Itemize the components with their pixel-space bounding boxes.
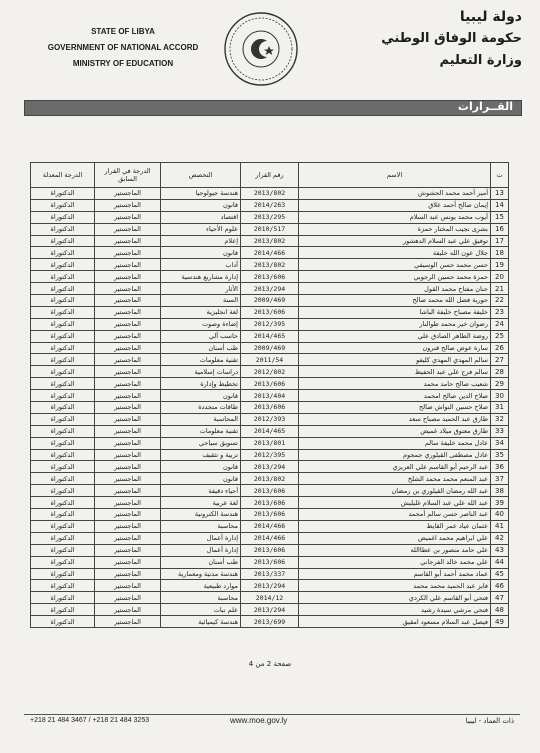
row-specialty: محاسبة [161,520,241,532]
row-decision-no: 2013/606 [241,556,299,568]
row-name: جلال عون الله خليفة [299,247,491,259]
row-specialty: إضاءة وصوت [161,318,241,330]
row-prev-degree: الماجستير [95,199,161,211]
col-header-decision-no: رقم القرار [241,163,299,188]
row-prev-degree: الماجستير [95,402,161,414]
row-decision-no: 2013/606 [241,306,299,318]
row-decision-no: 2014/465 [241,330,299,342]
row-decision-no: 2013/606 [241,378,299,390]
table-row [31,366,509,378]
row-name: عبد الله علي عبد السلام غليليش [299,497,491,509]
table-row [31,532,509,544]
table-row [31,271,509,283]
row-name: فايز عبد الحميد محمد محمد [299,580,491,592]
header-arabic [372,6,522,72]
row-index: 20 [491,271,509,283]
row-prev-degree: الماجستير [95,556,161,568]
row-new-degree: الدكتوراة [31,188,95,200]
row-prev-degree: الماجستير [95,306,161,318]
row-prev-degree: الماجستير [95,318,161,330]
row-decision-no: 2013/404 [241,390,299,402]
row-name: خليفة مصباح خليفة الباشا [299,306,491,318]
header-en-line-1: STATE OF LIBYA [91,27,155,36]
header-english [28,24,218,72]
row-specialty: المحاسبة [161,413,241,425]
row-prev-degree: الماجستير [95,330,161,342]
row-prev-degree: الماجستير [95,520,161,532]
col-header-specialty: التخصص [161,163,241,188]
row-new-degree: الدكتوراة [31,485,95,497]
row-prev-degree: الماجستير [95,616,161,628]
row-index: 22 [491,295,509,307]
row-new-degree: الدكتوراة [31,342,95,354]
footer-website: www.moe.gov.ly [230,716,288,725]
table-body [31,188,509,628]
header-ar-line-1: دولة ليبيا [459,9,522,25]
row-prev-degree: الماجستير [95,342,161,354]
row-prev-degree: الماجستير [95,271,161,283]
row-prev-degree: الماجستير [95,188,161,200]
row-new-degree: الدكتوراة [31,330,95,342]
table-row [31,437,509,449]
row-new-degree: الدكتوراة [31,390,95,402]
row-name: صلاح الدين صالح امحمد [299,390,491,402]
decisions-table [30,162,509,628]
row-new-degree: الدكتوراة [31,604,95,616]
row-new-degree: الدكتوراة [31,580,95,592]
table-row [31,330,509,342]
table-row [31,568,509,580]
row-index: 29 [491,378,509,390]
table-row [31,544,509,556]
table-row [31,354,509,366]
col-header-name: الاسم [299,163,491,188]
row-new-degree: الدكتوراة [31,568,95,580]
row-specialty: موارد طبيعية [161,580,241,592]
row-prev-degree: الماجستير [95,366,161,378]
row-decision-no: 2012/802 [241,366,299,378]
row-name: علي ابراهيم محمد اغميض [299,532,491,544]
row-name: بشرى نجيب المختار حمزة [299,223,491,235]
row-index: 42 [491,532,509,544]
row-decision-no: 2012/393 [241,413,299,425]
row-decision-no: 2012/395 [241,449,299,461]
state-seal-logo [222,10,300,88]
table-row [31,616,509,628]
row-decision-no: 2013/606 [241,485,299,497]
row-specialty: حاسب آلي [161,330,241,342]
row-name: عادل مصطفى القيلوري جمجوم [299,449,491,461]
row-decision-no: 2013/802 [241,235,299,247]
row-prev-degree: الماجستير [95,295,161,307]
row-decision-no: 2014/466 [241,520,299,532]
decisions-banner [24,100,522,116]
table-row [31,461,509,473]
row-new-degree: الدكتوراة [31,520,95,532]
row-decision-no: 2009/469 [241,295,299,307]
page-number: صفحة 2 من 4 [248,660,292,668]
row-new-degree: الدكتوراة [31,283,95,295]
row-index: 46 [491,580,509,592]
row-new-degree: الدكتوراة [31,592,95,604]
row-new-degree: الدكتوراة [31,509,95,521]
row-index: 30 [491,390,509,402]
row-new-degree: الدكتوراة [31,378,95,390]
row-new-degree: الدكتوراة [31,544,95,556]
row-decision-no: 2013/337 [241,568,299,580]
row-prev-degree: الماجستير [95,425,161,437]
row-index: 47 [491,592,509,604]
row-index: 16 [491,223,509,235]
row-specialty: طب أسنان [161,556,241,568]
row-new-degree: الدكتوراة [31,449,95,461]
row-specialty: هندسة مدنية ومعمارية [161,568,241,580]
row-new-degree: الدكتوراة [31,556,95,568]
row-index: 18 [491,247,509,259]
row-name: حنان مفتاح محمد القول [299,283,491,295]
row-name: عبد الناصر حسن سالم أمحمد [299,509,491,521]
table-row [31,425,509,437]
row-name: عبد المنعم محمد محمد الشلخ [299,473,491,485]
header-en-line-2: GOVERNMENT OF NATIONAL ACCORD [47,43,199,52]
row-specialty: لغة انجليزية [161,306,241,318]
row-name: عثمان عياد عمر القايط [299,520,491,532]
row-specialty: إدارة مشاريع هندسية [161,271,241,283]
row-specialty: إدارة أعمال [161,532,241,544]
row-decision-no: 2012/395 [241,318,299,330]
row-decision-no: 2013/802 [241,473,299,485]
row-specialty: أحياء دقيقة [161,485,241,497]
row-index: 13 [491,188,509,200]
row-decision-no: 2013/606 [241,271,299,283]
row-specialty: هندسة كيميائية [161,616,241,628]
table-row [31,556,509,568]
row-index: 39 [491,497,509,509]
row-decision-no: 2013/294 [241,461,299,473]
row-decision-no: 2013/294 [241,604,299,616]
row-prev-degree: الماجستير [95,437,161,449]
row-index: 48 [491,604,509,616]
row-index: 45 [491,568,509,580]
row-new-degree: الدكتوراة [31,402,95,414]
row-name: سالم فرج علي عبد الحفيظ [299,366,491,378]
row-new-degree: الدكتوراة [31,532,95,544]
row-index: 40 [491,509,509,521]
table-row [31,247,509,259]
row-name: شعيب صالح حامد محمد [299,378,491,390]
table-row [31,580,509,592]
row-specialty: قانون [161,390,241,402]
row-index: 27 [491,354,509,366]
table-row [31,199,509,211]
row-name: روضة الطاهر الصادق علي [299,330,491,342]
row-prev-degree: الماجستير [95,568,161,580]
table-row [31,520,509,532]
row-name: توفيق علي عبد السلام الدهشور [299,235,491,247]
row-prev-degree: الماجستير [95,473,161,485]
row-decision-no: 2013/294 [241,283,299,295]
row-specialty: السنة [161,295,241,307]
row-decision-no: 2013/294 [241,580,299,592]
row-new-degree: الدكتوراة [31,616,95,628]
table-row [31,342,509,354]
row-specialty: اقتصاد [161,211,241,223]
row-index: 28 [491,366,509,378]
row-index: 14 [491,199,509,211]
row-prev-degree: الماجستير [95,235,161,247]
table-row [31,378,509,390]
row-decision-no: 2013/606 [241,402,299,414]
row-prev-degree: الماجستير [95,390,161,402]
table-row [31,413,509,425]
row-specialty: طاقات متجددة [161,402,241,414]
row-prev-degree: الماجستير [95,223,161,235]
row-new-degree: الدكتوراة [31,318,95,330]
table-row [31,509,509,521]
header-en-line-3: MINISTRY OF EDUCATION [72,59,174,68]
footer-divider [24,714,520,715]
table-row [31,473,509,485]
row-specialty: الآثار [161,283,241,295]
table-row [31,259,509,271]
table-row [31,188,509,200]
row-index: 17 [491,235,509,247]
row-name: فتحي أبو القاسم علي الكردي [299,592,491,604]
row-specialty: دراسات إسلامية [161,366,241,378]
row-index: 31 [491,402,509,414]
row-index: 15 [491,211,509,223]
row-prev-degree: الماجستير [95,544,161,556]
row-name: حورية فضل الله محمد صالح [299,295,491,307]
row-name: إيمان صالح أحمد علاق [299,199,491,211]
row-specialty: تقنية معلومات [161,354,241,366]
row-new-degree: الدكتوراة [31,199,95,211]
row-prev-degree: الماجستير [95,461,161,473]
row-specialty: هندسة جيولوجيا [161,188,241,200]
table-row [31,604,509,616]
row-prev-degree: الماجستير [95,485,161,497]
banner-label: القــرارات [457,100,513,113]
table-row [31,235,509,247]
row-name: عبد الله رمضان القيلوري بن رمضان [299,485,491,497]
table-row [31,449,509,461]
row-name: علي محمد خالد الفرجاني [299,556,491,568]
row-index: 23 [491,306,509,318]
row-prev-degree: الماجستير [95,604,161,616]
row-prev-degree: الماجستير [95,592,161,604]
row-prev-degree: الماجستير [95,247,161,259]
row-prev-degree: الماجستير [95,413,161,425]
row-decision-no: 2013/606 [241,509,299,521]
row-specialty: محاسبة [161,592,241,604]
row-new-degree: الدكتوراة [31,211,95,223]
row-specialty: قانون [161,199,241,211]
table-row [31,295,509,307]
row-new-degree: الدكتوراة [31,235,95,247]
header-ar-line-2: حكومة الوفاق الوطني [381,31,522,46]
row-index: 37 [491,473,509,485]
table-row [31,306,509,318]
row-prev-degree: الماجستير [95,283,161,295]
row-name: أمير أحمد محمد الحشوش [299,188,491,200]
row-new-degree: الدكتوراة [31,473,95,485]
row-specialty: آداب [161,259,241,271]
row-name: عادل محمد خليفة سالم [299,437,491,449]
row-specialty: هندسة الكترونية [161,509,241,521]
row-index: 36 [491,461,509,473]
row-new-degree: الدكتوراة [31,497,95,509]
table-row [31,497,509,509]
row-prev-degree: الماجستير [95,259,161,271]
row-specialty: إعلام [161,235,241,247]
row-specialty: تربية و تثقيف [161,449,241,461]
row-decision-no: 2014/466 [241,247,299,259]
row-index: 19 [491,259,509,271]
row-name: طارق معتوق ميلاد غميض [299,425,491,437]
row-specialty: تقنية معلومات [161,425,241,437]
row-decision-no: 2009/469 [241,342,299,354]
row-prev-degree: الماجستير [95,211,161,223]
row-new-degree: الدكتوراة [31,306,95,318]
row-name: عبد الرحيم أبو القاسم علي العريزي [299,461,491,473]
row-index: 49 [491,616,509,628]
row-decision-no: 2013/802 [241,188,299,200]
table-row [31,223,509,235]
row-name: حسن محمد حسن الوسيفي [299,259,491,271]
row-decision-no: 2011/54 [241,354,299,366]
row-index: 26 [491,342,509,354]
row-prev-degree: الماجستير [95,378,161,390]
row-decision-no: 2013/606 [241,544,299,556]
row-new-degree: الدكتوراة [31,259,95,271]
row-specialty: تسويق سياحي [161,437,241,449]
row-decision-no: 2013/606 [241,497,299,509]
col-header-index: ت [491,163,509,188]
table-header-row [31,163,509,188]
table-row [31,211,509,223]
table-row [31,390,509,402]
row-name: حمزة محمد حسين الرجوبي [299,271,491,283]
row-specialty: لغة عربية [161,497,241,509]
row-name: أيوب محمد يونس عبد السلام [299,211,491,223]
row-new-degree: الدكتوراة [31,354,95,366]
row-new-degree: الدكتوراة [31,425,95,437]
row-decision-no: 2014/465 [241,425,299,437]
row-prev-degree: الماجستير [95,580,161,592]
row-decision-no: 2014/263 [241,199,299,211]
row-index: 35 [491,449,509,461]
row-decision-no: 2013/699 [241,616,299,628]
row-index: 43 [491,544,509,556]
footer-phone: +218 21 484 3467 / +218 21 484 3253 [30,717,150,724]
row-prev-degree: الماجستير [95,532,161,544]
row-new-degree: الدكتوراة [31,223,95,235]
row-name: فيصل عبد السلام مسعود امقيق [299,616,491,628]
table-row [31,485,509,497]
row-index: 41 [491,520,509,532]
row-name: صلاح حسين النواش صالح [299,402,491,414]
row-specialty: قانون [161,461,241,473]
row-name: سالم المهدي المهدي كليفو [299,354,491,366]
row-specialty: تخطيط وإدارة [161,378,241,390]
row-index: 24 [491,318,509,330]
row-new-degree: الدكتوراة [31,295,95,307]
table-row [31,592,509,604]
row-index: 21 [491,283,509,295]
row-decision-no: 2013/802 [241,259,299,271]
row-index: 32 [491,413,509,425]
row-specialty: علم نبات [161,604,241,616]
row-new-degree: الدكتوراة [31,413,95,425]
row-index: 44 [491,556,509,568]
row-index: 34 [491,437,509,449]
row-name: طارق عبد الحميد مصباح سعد [299,413,491,425]
row-decision-no: 2013/295 [241,211,299,223]
row-index: 38 [491,485,509,497]
table-row [31,283,509,295]
row-specialty: إدارة أعمال [161,544,241,556]
row-prev-degree: الماجستير [95,497,161,509]
row-index: 25 [491,330,509,342]
row-name: فتحي مرشي سيدة رشيد [299,604,491,616]
row-decision-no: 2014/466 [241,532,299,544]
row-index: 33 [491,425,509,437]
row-specialty: علوم الأحياء [161,223,241,235]
row-name: عماد محمد أحمد أبو القاسم [299,568,491,580]
row-prev-degree: الماجستير [95,449,161,461]
row-specialty: قانون [161,473,241,485]
row-decision-no: 2013/801 [241,437,299,449]
row-new-degree: الدكتوراة [31,366,95,378]
row-specialty: قانون [161,247,241,259]
row-specialty: طب أسنان [161,342,241,354]
row-new-degree: الدكتوراة [31,437,95,449]
header-ar-line-3: وزارة التعليم [439,53,522,68]
row-name: سارة عوض صالح قنرون [299,342,491,354]
row-decision-no: 2014/12 [241,592,299,604]
row-prev-degree: الماجستير [95,354,161,366]
row-new-degree: الدكتوراة [31,271,95,283]
table-row [31,318,509,330]
row-new-degree: الدكتوراة [31,461,95,473]
row-name: علي حامد منصور بن عطاالله [299,544,491,556]
row-decision-no: 2010/517 [241,223,299,235]
col-header-new-degree: الدرجة المعدلة [31,163,95,188]
footer-address: ذات العماد - ليبيا [465,717,514,725]
row-prev-degree: الماجستير [95,509,161,521]
row-name: رضوان خير محمد طوالنار [299,318,491,330]
row-new-degree: الدكتوراة [31,247,95,259]
col-header-prev-degree: الدرجة في القرار السابق [95,163,161,188]
table-row [31,402,509,414]
